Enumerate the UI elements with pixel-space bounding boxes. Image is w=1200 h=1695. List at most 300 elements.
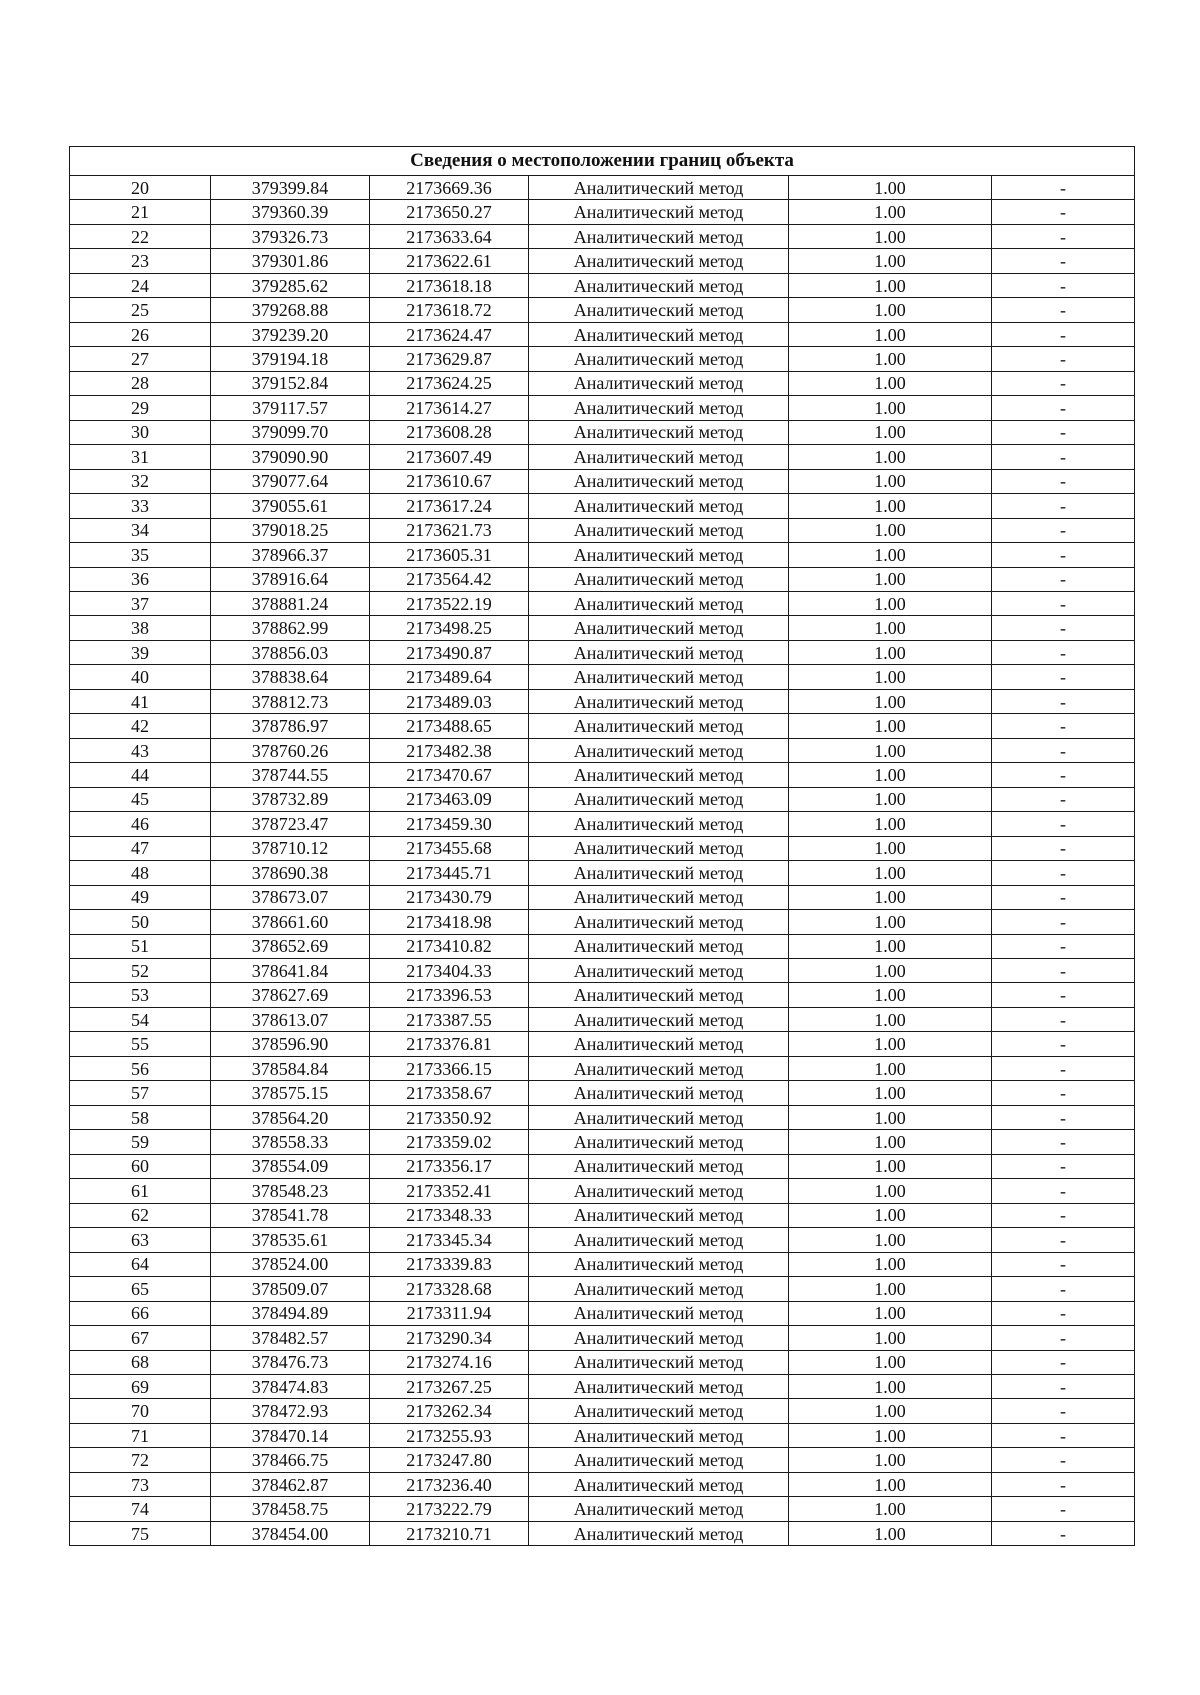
method-cell: Аналитический метод [529,787,789,811]
y-coordinate-cell: 2173430.79 [370,885,529,909]
point-number-cell: 30 [70,420,211,444]
x-coordinate-cell: 378661.60 [211,910,370,934]
x-coordinate-cell: 378673.07 [211,885,370,909]
point-number-cell: 51 [70,934,211,958]
method-cell: Аналитический метод [529,1472,789,1496]
y-coordinate-cell: 2173445.71 [370,861,529,885]
accuracy-cell: 1.00 [789,959,992,983]
table-row [70,1350,1135,1374]
x-coordinate-cell: 379152.84 [211,371,370,395]
point-number-cell: 31 [70,445,211,469]
point-number-cell: 61 [70,1179,211,1203]
table-row [70,885,1135,909]
accuracy-cell: 1.00 [789,1423,992,1447]
method-cell: Аналитический метод [529,1521,789,1545]
y-coordinate-cell: 2173618.72 [370,298,529,322]
x-coordinate-cell: 378641.84 [211,959,370,983]
table-row [70,689,1135,713]
x-coordinate-cell: 378613.07 [211,1007,370,1031]
table-row [70,543,1135,567]
description-cell: - [992,1448,1135,1472]
point-number-cell: 25 [70,298,211,322]
x-coordinate-cell: 378524.00 [211,1252,370,1276]
point-number-cell: 35 [70,543,211,567]
method-cell: Аналитический метод [529,543,789,567]
table-row [70,959,1135,983]
point-number-cell: 58 [70,1105,211,1129]
point-number-cell: 46 [70,812,211,836]
method-cell: Аналитический метод [529,1301,789,1325]
accuracy-cell: 1.00 [789,1154,992,1178]
y-coordinate-cell: 2173564.42 [370,567,529,591]
method-cell: Аналитический метод [529,1154,789,1178]
description-cell: - [992,1277,1135,1301]
table-row [70,665,1135,689]
accuracy-cell: 1.00 [789,1472,992,1496]
accuracy-cell: 1.00 [789,1521,992,1545]
accuracy-cell: 1.00 [789,1203,992,1227]
y-coordinate-cell: 2173490.87 [370,640,529,664]
method-cell: Аналитический метод [529,518,789,542]
y-coordinate-cell: 2173522.19 [370,591,529,615]
y-coordinate-cell: 2173498.25 [370,616,529,640]
description-cell: - [992,469,1135,493]
method-cell: Аналитический метод [529,861,789,885]
y-coordinate-cell: 2173267.25 [370,1374,529,1398]
point-number-cell: 34 [70,518,211,542]
x-coordinate-cell: 379090.90 [211,445,370,469]
description-cell: - [992,934,1135,958]
x-coordinate-cell: 378690.38 [211,861,370,885]
accuracy-cell: 1.00 [789,983,992,1007]
method-cell: Аналитический метод [529,934,789,958]
accuracy-cell: 1.00 [789,224,992,248]
method-cell: Аналитический метод [529,298,789,322]
accuracy-cell: 1.00 [789,885,992,909]
description-cell: - [992,861,1135,885]
method-cell: Аналитический метод [529,1032,789,1056]
point-number-cell: 41 [70,689,211,713]
method-cell: Аналитический метод [529,738,789,762]
x-coordinate-cell: 379077.64 [211,469,370,493]
point-number-cell: 22 [70,224,211,248]
method-cell: Аналитический метод [529,469,789,493]
table-row [70,591,1135,615]
accuracy-cell: 1.00 [789,1301,992,1325]
accuracy-cell: 1.00 [789,322,992,346]
description-cell: - [992,640,1135,664]
x-coordinate-cell: 379285.62 [211,273,370,297]
point-number-cell: 39 [70,640,211,664]
x-coordinate-cell: 379326.73 [211,224,370,248]
accuracy-cell: 1.00 [789,494,992,518]
description-cell: - [992,1032,1135,1056]
y-coordinate-cell: 2173650.27 [370,200,529,224]
x-coordinate-cell: 378966.37 [211,543,370,567]
method-cell: Аналитический метод [529,1105,789,1129]
point-number-cell: 43 [70,738,211,762]
point-number-cell: 38 [70,616,211,640]
y-coordinate-cell: 2173222.79 [370,1497,529,1521]
accuracy-cell: 1.00 [789,176,992,200]
method-cell: Аналитический метод [529,1081,789,1105]
x-coordinate-cell: 378466.75 [211,1448,370,1472]
description-cell: - [992,1228,1135,1252]
table-row [70,1007,1135,1031]
point-number-cell: 62 [70,1203,211,1227]
point-number-cell: 55 [70,1032,211,1056]
description-cell: - [992,224,1135,248]
y-coordinate-cell: 2173470.67 [370,763,529,787]
accuracy-cell: 1.00 [789,1056,992,1080]
table-row [70,763,1135,787]
accuracy-cell: 1.00 [789,567,992,591]
description-cell: - [992,983,1135,1007]
accuracy-cell: 1.00 [789,1277,992,1301]
method-cell: Аналитический метод [529,1374,789,1398]
accuracy-cell: 1.00 [789,1497,992,1521]
description-cell: - [992,420,1135,444]
method-cell: Аналитический метод [529,665,789,689]
table-row [70,1301,1135,1325]
y-coordinate-cell: 2173410.82 [370,934,529,958]
method-cell: Аналитический метод [529,371,789,395]
table-row [70,322,1135,346]
x-coordinate-cell: 378744.55 [211,763,370,787]
y-coordinate-cell: 2173617.24 [370,494,529,518]
table-row [70,1105,1135,1129]
x-coordinate-cell: 378760.26 [211,738,370,762]
table-row [70,934,1135,958]
y-coordinate-cell: 2173459.30 [370,812,529,836]
accuracy-cell: 1.00 [789,763,992,787]
accuracy-cell: 1.00 [789,1326,992,1350]
x-coordinate-cell: 378474.83 [211,1374,370,1398]
point-number-cell: 56 [70,1056,211,1080]
accuracy-cell: 1.00 [789,371,992,395]
accuracy-cell: 1.00 [789,200,992,224]
x-coordinate-cell: 378881.24 [211,591,370,615]
method-cell: Аналитический метод [529,200,789,224]
y-coordinate-cell: 2173350.92 [370,1105,529,1129]
point-number-cell: 74 [70,1497,211,1521]
y-coordinate-cell: 2173404.33 [370,959,529,983]
table-row [70,567,1135,591]
description-cell: - [992,298,1135,322]
description-cell: - [992,787,1135,811]
method-cell: Аналитический метод [529,1007,789,1031]
table-row [70,616,1135,640]
method-cell: Аналитический метод [529,714,789,738]
method-cell: Аналитический метод [529,983,789,1007]
point-number-cell: 44 [70,763,211,787]
accuracy-cell: 1.00 [789,861,992,885]
point-number-cell: 23 [70,249,211,273]
y-coordinate-cell: 2173376.81 [370,1032,529,1056]
point-number-cell: 45 [70,787,211,811]
x-coordinate-cell: 378838.64 [211,665,370,689]
point-number-cell: 27 [70,347,211,371]
table-row [70,714,1135,738]
table-row [70,1399,1135,1423]
accuracy-cell: 1.00 [789,1007,992,1031]
x-coordinate-cell: 378584.84 [211,1056,370,1080]
description-cell: - [992,1374,1135,1398]
method-cell: Аналитический метод [529,959,789,983]
accuracy-cell: 1.00 [789,1179,992,1203]
y-coordinate-cell: 2173624.25 [370,371,529,395]
accuracy-cell: 1.00 [789,1228,992,1252]
description-cell: - [992,812,1135,836]
method-cell: Аналитический метод [529,176,789,200]
table-row [70,396,1135,420]
y-coordinate-cell: 2173622.61 [370,249,529,273]
description-cell: - [992,885,1135,909]
y-coordinate-cell: 2173488.65 [370,714,529,738]
y-coordinate-cell: 2173210.71 [370,1521,529,1545]
description-cell: - [992,1203,1135,1227]
x-coordinate-cell: 379018.25 [211,518,370,542]
method-cell: Аналитический метод [529,1423,789,1447]
description-cell: - [992,176,1135,200]
x-coordinate-cell: 378856.03 [211,640,370,664]
table-row [70,738,1135,762]
point-number-cell: 33 [70,494,211,518]
point-number-cell: 42 [70,714,211,738]
table-row [70,1228,1135,1252]
y-coordinate-cell: 2173339.83 [370,1252,529,1276]
x-coordinate-cell: 378554.09 [211,1154,370,1178]
description-cell: - [992,1179,1135,1203]
accuracy-cell: 1.00 [789,1081,992,1105]
accuracy-cell: 1.00 [789,298,992,322]
table-row [70,494,1135,518]
method-cell: Аналитический метод [529,910,789,934]
accuracy-cell: 1.00 [789,1252,992,1276]
accuracy-cell: 1.00 [789,591,992,615]
table-row [70,249,1135,273]
table-row [70,1130,1135,1154]
x-coordinate-cell: 379194.18 [211,347,370,371]
point-number-cell: 36 [70,567,211,591]
method-cell: Аналитический метод [529,1399,789,1423]
point-number-cell: 67 [70,1326,211,1350]
x-coordinate-cell: 378541.78 [211,1203,370,1227]
method-cell: Аналитический метод [529,347,789,371]
x-coordinate-cell: 378732.89 [211,787,370,811]
description-cell: - [992,616,1135,640]
method-cell: Аналитический метод [529,1252,789,1276]
y-coordinate-cell: 2173489.03 [370,689,529,713]
table-row [70,1497,1135,1521]
x-coordinate-cell: 378575.15 [211,1081,370,1105]
accuracy-cell: 1.00 [789,518,992,542]
method-cell: Аналитический метод [529,1277,789,1301]
method-cell: Аналитический метод [529,273,789,297]
method-cell: Аналитический метод [529,1497,789,1521]
method-cell: Аналитический метод [529,1350,789,1374]
table-row [70,1179,1135,1203]
description-cell: - [992,543,1135,567]
description-cell: - [992,494,1135,518]
y-coordinate-cell: 2173366.15 [370,1056,529,1080]
description-cell: - [992,249,1135,273]
description-cell: - [992,1472,1135,1496]
point-number-cell: 71 [70,1423,211,1447]
method-cell: Аналитический метод [529,322,789,346]
table-title: Сведения о местоположении границ объекта [70,147,1135,176]
accuracy-cell: 1.00 [789,249,992,273]
point-number-cell: 64 [70,1252,211,1276]
point-number-cell: 65 [70,1277,211,1301]
x-coordinate-cell: 379099.70 [211,420,370,444]
point-number-cell: 69 [70,1374,211,1398]
y-coordinate-cell: 2173359.02 [370,1130,529,1154]
x-coordinate-cell: 378472.93 [211,1399,370,1423]
point-number-cell: 24 [70,273,211,297]
x-coordinate-cell: 378710.12 [211,836,370,860]
point-number-cell: 54 [70,1007,211,1031]
description-cell: - [992,322,1135,346]
x-coordinate-cell: 378862.99 [211,616,370,640]
description-cell: - [992,665,1135,689]
table-row [70,420,1135,444]
y-coordinate-cell: 2173387.55 [370,1007,529,1031]
table-row [70,1203,1135,1227]
method-cell: Аналитический метод [529,640,789,664]
table-row [70,1448,1135,1472]
x-coordinate-cell: 378535.61 [211,1228,370,1252]
method-cell: Аналитический метод [529,689,789,713]
y-coordinate-cell: 2173247.80 [370,1448,529,1472]
accuracy-cell: 1.00 [789,836,992,860]
table-row [70,1423,1135,1447]
method-cell: Аналитический метод [529,885,789,909]
description-cell: - [992,1399,1135,1423]
y-coordinate-cell: 2173669.36 [370,176,529,200]
method-cell: Аналитический метод [529,1228,789,1252]
y-coordinate-cell: 2173345.34 [370,1228,529,1252]
description-cell: - [992,836,1135,860]
accuracy-cell: 1.00 [789,787,992,811]
point-number-cell: 29 [70,396,211,420]
accuracy-cell: 1.00 [789,396,992,420]
point-number-cell: 75 [70,1521,211,1545]
description-cell: - [992,959,1135,983]
method-cell: Аналитический метод [529,249,789,273]
table-row [70,812,1135,836]
table-row [70,1277,1135,1301]
x-coordinate-cell: 379360.39 [211,200,370,224]
accuracy-cell: 1.00 [789,1130,992,1154]
point-number-cell: 50 [70,910,211,934]
table-row [70,910,1135,934]
accuracy-cell: 1.00 [789,665,992,689]
point-number-cell: 68 [70,1350,211,1374]
table-row [70,298,1135,322]
x-coordinate-cell: 379399.84 [211,176,370,200]
x-coordinate-cell: 378627.69 [211,983,370,1007]
point-number-cell: 52 [70,959,211,983]
description-cell: - [992,1130,1135,1154]
accuracy-cell: 1.00 [789,910,992,934]
point-number-cell: 37 [70,591,211,615]
y-coordinate-cell: 2173396.53 [370,983,529,1007]
table-row [70,1081,1135,1105]
method-cell: Аналитический метод [529,445,789,469]
x-coordinate-cell: 378454.00 [211,1521,370,1545]
accuracy-cell: 1.00 [789,640,992,664]
x-coordinate-cell: 379055.61 [211,494,370,518]
method-cell: Аналитический метод [529,591,789,615]
accuracy-cell: 1.00 [789,812,992,836]
description-cell: - [992,445,1135,469]
accuracy-cell: 1.00 [789,1399,992,1423]
y-coordinate-cell: 2173489.64 [370,665,529,689]
accuracy-cell: 1.00 [789,1350,992,1374]
table-row [70,1252,1135,1276]
point-number-cell: 49 [70,885,211,909]
y-coordinate-cell: 2173356.17 [370,1154,529,1178]
description-cell: - [992,1056,1135,1080]
table-row [70,983,1135,1007]
table-row [70,469,1135,493]
description-cell: - [992,1301,1135,1325]
method-cell: Аналитический метод [529,1203,789,1227]
y-coordinate-cell: 2173455.68 [370,836,529,860]
table-row [70,176,1135,200]
point-number-cell: 59 [70,1130,211,1154]
description-cell: - [992,714,1135,738]
y-coordinate-cell: 2173236.40 [370,1472,529,1496]
point-number-cell: 53 [70,983,211,1007]
table-row [70,787,1135,811]
description-cell: - [992,763,1135,787]
table-row [70,1032,1135,1056]
accuracy-cell: 1.00 [789,445,992,469]
x-coordinate-cell: 378458.75 [211,1497,370,1521]
x-coordinate-cell: 378786.97 [211,714,370,738]
table-row [70,640,1135,664]
table-title-row [70,147,1135,176]
description-cell: - [992,910,1135,934]
point-number-cell: 32 [70,469,211,493]
y-coordinate-cell: 2173618.18 [370,273,529,297]
method-cell: Аналитический метод [529,1130,789,1154]
description-cell: - [992,1105,1135,1129]
accuracy-cell: 1.00 [789,1032,992,1056]
table-row [70,836,1135,860]
x-coordinate-cell: 378652.69 [211,934,370,958]
method-cell: Аналитический метод [529,1448,789,1472]
y-coordinate-cell: 2173418.98 [370,910,529,934]
table-row [70,445,1135,469]
point-number-cell: 26 [70,322,211,346]
description-cell: - [992,1007,1135,1031]
description-cell: - [992,1252,1135,1276]
x-coordinate-cell: 378509.07 [211,1277,370,1301]
accuracy-cell: 1.00 [789,273,992,297]
table-row [70,861,1135,885]
description-cell: - [992,567,1135,591]
table-row [70,1472,1135,1496]
table-row [70,200,1135,224]
y-coordinate-cell: 2173621.73 [370,518,529,542]
table-row [70,347,1135,371]
description-cell: - [992,371,1135,395]
method-cell: Аналитический метод [529,836,789,860]
table-row [70,1326,1135,1350]
